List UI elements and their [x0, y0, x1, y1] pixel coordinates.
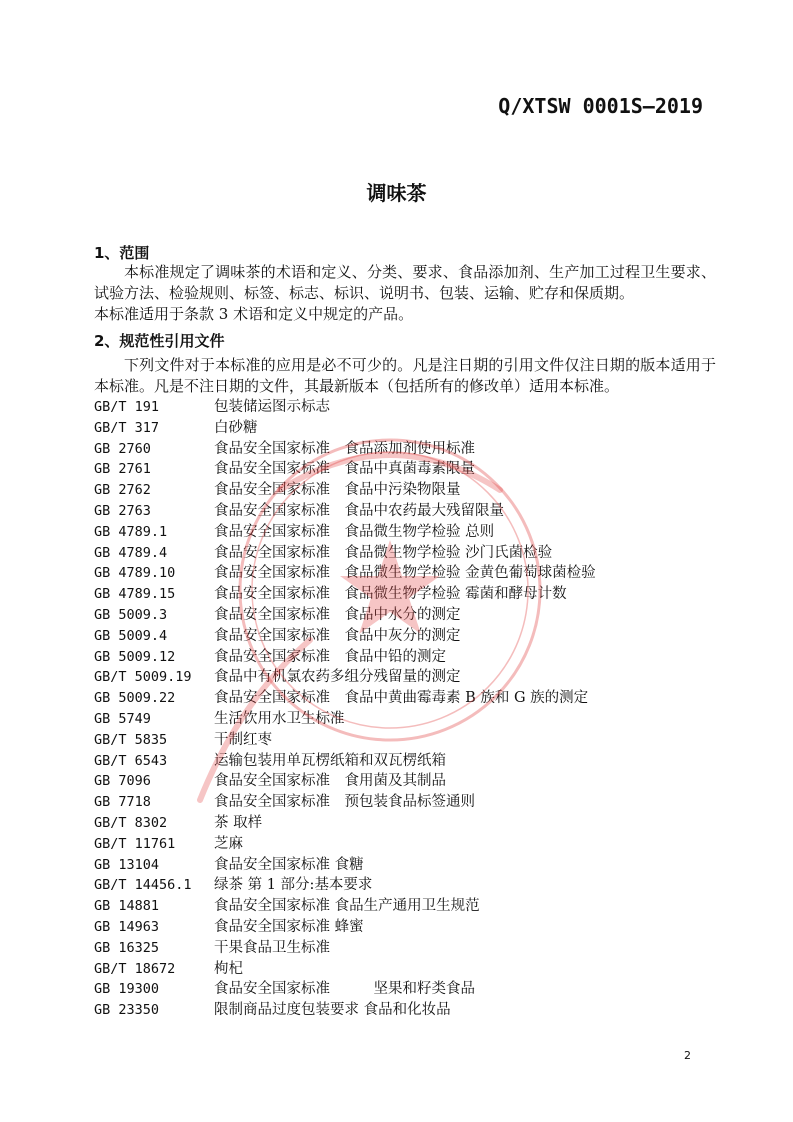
reference-title: 枸杞 [214, 960, 243, 977]
reference-title: 绿茶 第 1 部分:基本要求 [214, 877, 373, 894]
reference-code: GB 2762 [94, 482, 151, 499]
reference-item [94, 959, 714, 980]
reference-item [94, 563, 714, 584]
reference-item [94, 543, 714, 564]
reference-code: GB 5749 [94, 710, 151, 727]
reference-item [94, 480, 714, 501]
reference-title: 食品安全国家标准 食品微生物学检验 总则 [214, 523, 495, 540]
reference-code: GB 7718 [94, 794, 151, 811]
reference-code: GB 2763 [94, 502, 151, 519]
reference-code: GB 16325 [94, 939, 160, 956]
reference-item [94, 875, 714, 896]
scope-paragraph-2: 本标准适用于条款 3 术语和定义中规定的产品。 [94, 305, 414, 323]
reference-item [94, 709, 714, 730]
page-title: 调味茶 [366, 181, 427, 205]
reference-title: 食品中有机氯农药多组分残留量的测定 [214, 669, 461, 686]
references-intro-paragraph: 下列文件对于本标准的应用是必不可少的。凡是注日期的引用文件仅注日期的版本适用于本标准。凡是不注日期的文件，其最新版本（包括所有的修改单）适用本标准。 [94, 356, 716, 395]
reference-code: GB 4789.1 [94, 523, 168, 540]
reference-code: GB 7096 [94, 773, 151, 790]
reference-item [94, 813, 714, 834]
reference-item [94, 979, 714, 1000]
reference-item [94, 896, 714, 917]
reference-code: GB/T 5835 [94, 731, 168, 748]
reference-title: 运输包装用单瓦楞纸箱和双瓦楞纸箱 [214, 752, 446, 769]
reference-code: GB 4789.15 [94, 586, 176, 603]
reference-title: 干果食品卫生标准 [214, 939, 330, 956]
reference-item [94, 771, 714, 792]
reference-code: GB/T 14456.1 [94, 877, 192, 894]
reference-code: GB 5009.3 [94, 606, 168, 623]
reference-item [94, 459, 714, 480]
reference-title: 食品安全国家标准 食品微生物学检验 沙门氏菌检验 [214, 544, 553, 561]
reference-title: 食品安全国家标准 食品中铅的测定 [214, 648, 446, 665]
reference-item [94, 792, 714, 813]
reference-title: 食品安全国家标准 预包装食品标签通则 [214, 794, 475, 811]
reference-item [94, 730, 714, 751]
reference-title: 食品安全国家标准 食糖 [214, 856, 364, 873]
section-heading-scope: 1、范围 [94, 244, 150, 262]
reference-title: 食品安全国家标准 食品中灰分的测定 [214, 627, 461, 644]
reference-title: 生活饮用水卫生标准 [214, 710, 345, 727]
reference-title: 芝麻 [214, 835, 243, 852]
reference-item [94, 605, 714, 626]
reference-code: GB 4789.4 [94, 544, 168, 561]
reference-list [94, 397, 714, 1021]
reference-item [94, 522, 714, 543]
reference-title: 包装储运图示标志 [214, 399, 330, 415]
reference-code: GB 5009.22 [94, 690, 176, 707]
reference-title: 食品安全国家标准 食品中水分的测定 [214, 606, 461, 623]
reference-code: GB 2760 [94, 440, 151, 457]
reference-item [94, 834, 714, 855]
reference-title: 限制商品过度包装要求 食品和化妆品 [214, 1002, 451, 1019]
reference-title: 食品安全国家标准 食品中农药最大残留限量 [214, 502, 504, 519]
reference-code: GB/T 191 [94, 399, 160, 415]
reference-title: 食品安全国家标准 食用菌及其制品 [214, 773, 446, 790]
reference-item [94, 439, 714, 460]
reference-title: 茶 取样 [214, 814, 263, 831]
reference-item [94, 667, 714, 688]
reference-title: 食品安全国家标准 食品中污染物限量 [214, 482, 461, 499]
reference-item [94, 397, 714, 418]
reference-code: GB/T 11761 [94, 835, 176, 852]
reference-title: 食品安全国家标准 坚果和籽类食品 [214, 981, 475, 998]
reference-title: 食品安全国家标准 食品中黄曲霉毒素 B 族和 G 族的测定 [214, 690, 589, 707]
reference-item [94, 1000, 714, 1021]
reference-code: GB 14881 [94, 898, 160, 915]
reference-code: GB/T 18672 [94, 960, 176, 977]
reference-title: 食品安全国家标准 蜂蜜 [214, 918, 364, 935]
reference-code: GB 19300 [94, 981, 160, 998]
reference-code: GB/T 8302 [94, 814, 168, 831]
reference-item [94, 855, 714, 876]
reference-code: GB 5009.12 [94, 648, 176, 665]
reference-code: GB 23350 [94, 1002, 160, 1019]
section-heading-normative-references: 2、规范性引用文件 [94, 332, 225, 350]
reference-title: 白砂糖 [214, 419, 258, 436]
reference-item [94, 688, 714, 709]
reference-title: 食品安全国家标准 食品微生物学检验 金黄色葡萄球菌检验 [214, 565, 596, 582]
reference-item [94, 938, 714, 959]
reference-code: GB/T 317 [94, 419, 160, 436]
reference-code: GB/T 6543 [94, 752, 168, 769]
reference-item [94, 626, 714, 647]
reference-title: 干制红枣 [214, 731, 272, 748]
reference-title: 食品安全国家标准 食品中真菌毒素限量 [214, 461, 475, 478]
reference-title: 食品安全国家标准 食品生产通用卫生规范 [214, 898, 480, 915]
reference-item [94, 647, 714, 668]
reference-code: GB/T 5009.19 [94, 669, 192, 686]
reference-item [94, 917, 714, 938]
standard-code: Q/XTSW 0001S—2019 [498, 94, 703, 118]
reference-code: GB 13104 [94, 856, 160, 873]
reference-title: 食品安全国家标准 食品微生物学检验 霉菌和酵母计数 [214, 586, 567, 603]
reference-item [94, 584, 714, 605]
scope-paragraph-1: 本标准规定了调味茶的术语和定义、分类、要求、食品添加剂、生产加工过程卫生要求、试验方法、检验规则、标签、标志、标识、说明书、包装、运输、贮存和保质期。 [94, 263, 716, 302]
reference-code: GB 2761 [94, 461, 151, 478]
reference-item [94, 751, 714, 772]
reference-title: 食品安全国家标准 食品添加剂使用标准 [214, 440, 475, 457]
page-number: 2 [684, 1049, 691, 1062]
reference-item [94, 418, 714, 439]
reference-code: GB 5009.4 [94, 627, 168, 644]
reference-code: GB 14963 [94, 918, 160, 935]
reference-code: GB 4789.10 [94, 565, 176, 582]
reference-item [94, 501, 714, 522]
